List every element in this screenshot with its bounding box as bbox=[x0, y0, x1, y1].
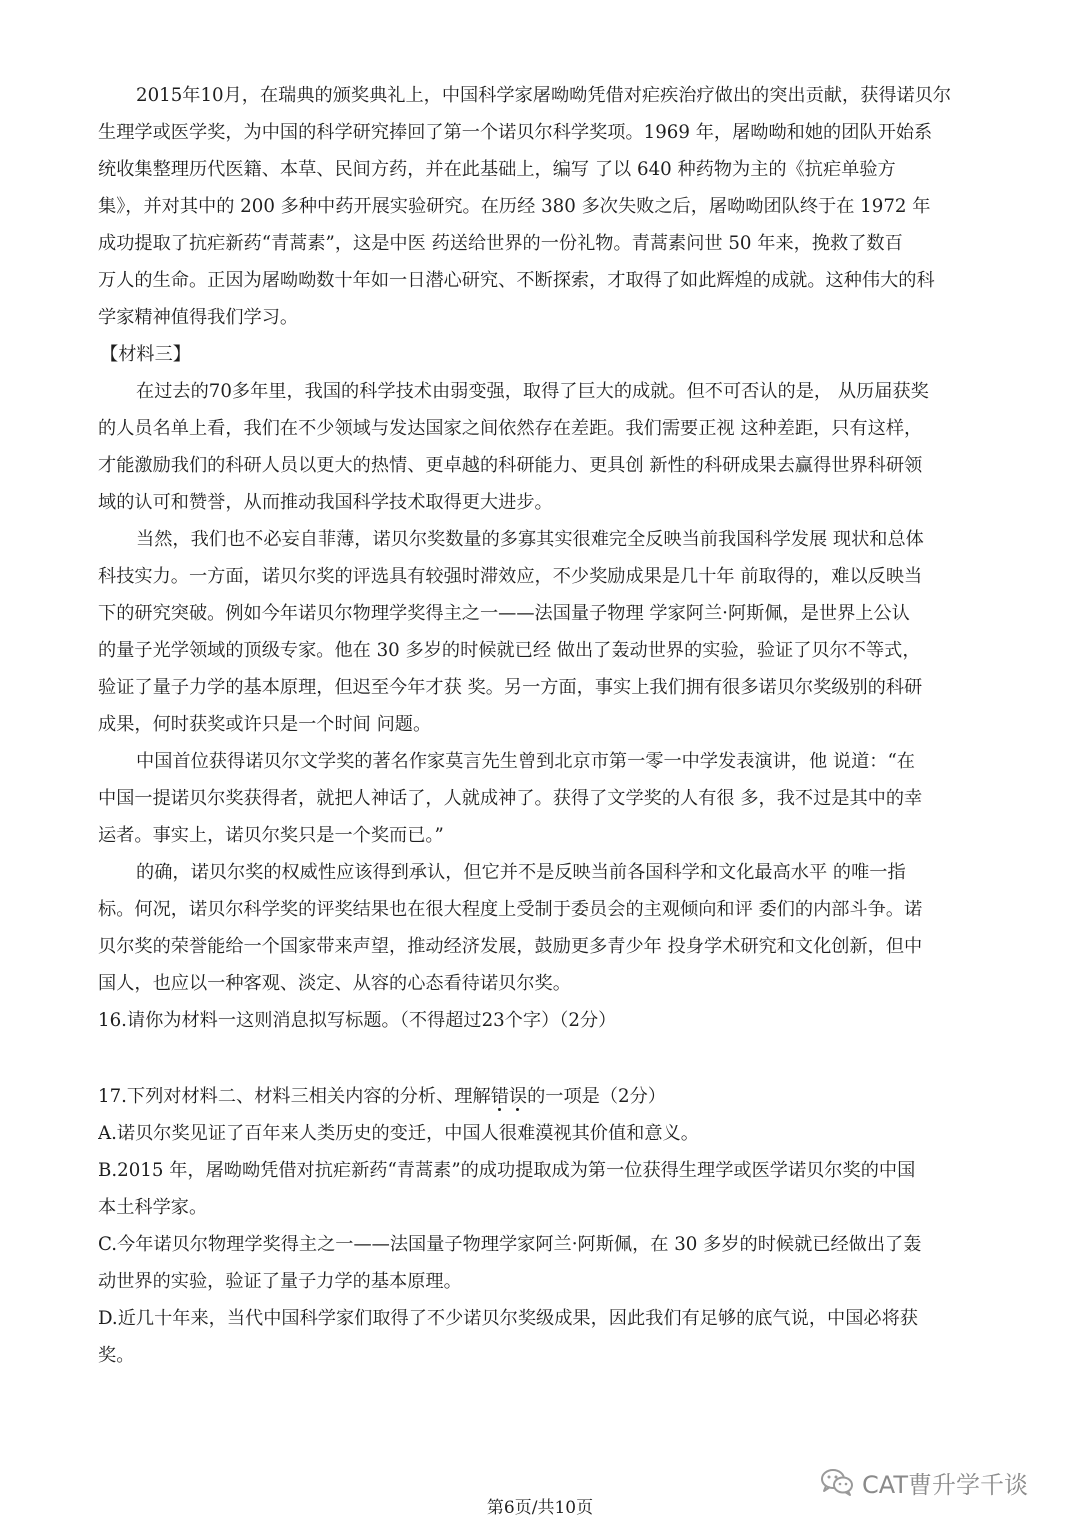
para5-line-4: 国人，也应以一种客观、淡定、从容的心态看待诺贝尔奖。 bbox=[98, 973, 571, 994]
para3-line-5: 验证了量子力学的基本原理，但迟至今年才获 奖。另一方面，事实上我们拥有很多诺贝尔奖级别的科研 bbox=[98, 677, 923, 698]
para3-line-4: 的量子光学领域的顶级专家。他在 30 多岁的时候就已经 做出了轰动世界的实验，验证了贝尔不等式， bbox=[98, 640, 921, 661]
watermark-text: CAT曹升学千谈 bbox=[862, 1470, 1028, 1499]
para1-line-6: 万人的生命。正因为屠呦呦数十年如一日潜心研究、不断探索，才取得了如此辉煌的成就。这种伟大的科 bbox=[98, 270, 935, 291]
para5-line-3: 贝尔奖的荣誉能给一个国家带来声望，推动经济发展，鼓励更多青少年 投身学术研究和文化创新，但中 bbox=[98, 936, 923, 957]
question-17-stem bbox=[98, 1078, 978, 1115]
para2-line-2: 的人员名单上看，我们在不少领域与发达国家之间依然存在差距。我们需要正视 这种差距，只有这样， bbox=[98, 418, 923, 439]
q17-stem-emphasis bbox=[491, 1086, 527, 1107]
q17-option-b-line-1: B.2015 年，屠呦呦凭借对抗疟新药“青蒿素”的成功提取成为第一位获得生理学或医学诺贝尔奖的中国 bbox=[98, 1160, 916, 1181]
para2-line-3: 才能激励我们的科研人员以更大的热情、更卓越的科研能力、更具创 新性的科研成果去赢得世界科研领 bbox=[98, 455, 923, 476]
para3-line-6: 成果，何时获奖或许只是一个时间 问题。 bbox=[98, 714, 432, 735]
q17-option-d-line-1: D.近几十年来，当代中国科学家们取得了不少诺贝尔奖级成果，因此我们有足够的底气说，中国必将获 bbox=[98, 1308, 918, 1329]
para5-line-1: 的确，诺贝尔奖的权威性应该得到承认，但它并不是反映当前各国科学和文化最高水平 的唯一指 bbox=[136, 862, 906, 883]
page-number: 第6页/共10页 bbox=[486, 1498, 594, 1518]
question-16: 16.请你为材料一这则消息拟写标题。（不得超过23个字）（2分） bbox=[98, 1010, 617, 1031]
q17-option-a: A.诺贝尔奖见证了百年来人类历史的变迁，中国人很难漠视其价值和意义。 bbox=[98, 1123, 699, 1144]
wechat-icon bbox=[820, 1467, 854, 1497]
q17-emphasis-char-1: 错 bbox=[490, 1086, 509, 1107]
para1-line-7: 学家精神值得我们学习。 bbox=[98, 307, 299, 328]
material3-heading: 【材料三】 bbox=[100, 344, 191, 365]
para2-line-4: 域的认可和赞誉，从而推动我国科学技术取得更大进步。 bbox=[98, 492, 553, 513]
q17-option-b-line-2: 本土科学家。 bbox=[98, 1197, 208, 1218]
para1-line-4: 集》，并对其中的 200 多种中药开展实验研究。在历经 380 多次失败之后，屠呦呦团队终于在 1972 年 bbox=[98, 196, 931, 217]
para2-line-1: 在过去的70多年里，我国的科学技术由弱变强，取得了巨大的成就。但不可否认的是， 从历届获奖 bbox=[136, 381, 929, 402]
q17-option-c-line-2: 动世界的实验，验证了量子力学的基本原理。 bbox=[98, 1271, 462, 1292]
para1-line-1: 2015年10月，在瑞典的颁奖典礼上，中国科学家屠呦呦凭借对疟疾治疗做出的突出贡献，获得诺贝尔 bbox=[136, 85, 952, 106]
para3-line-2: 科技实力。一方面，诺贝尔奖的评选具有较强时滞效应，不少奖励成果是几十年 前取得的，难以反映当 bbox=[98, 566, 923, 587]
q17-emphasis-char-2: 误 bbox=[508, 1086, 528, 1107]
q17-stem-before: 17.下列对材料二、材料三相关内容的分析、理解 bbox=[98, 1086, 491, 1107]
q17-option-c-line-1: C.今年诺贝尔物理学奖得主之一——法国量子物理学家阿兰·阿斯佩，在 30 多岁的时候就已经做出了轰 bbox=[98, 1234, 922, 1255]
para4-line-3: 运者。事实上，诺贝尔奖只是一个奖而已。” bbox=[98, 825, 444, 846]
para4-line-2: 中国一提诺贝尔奖获得者，就把人神话了，人就成神了。获得了文学奖的人有很 多，我不过是其中的幸 bbox=[98, 788, 923, 809]
para4-line-1: 中国首位获得诺贝尔文学奖的著名作家莫言先生曾到北京市第一零一中学发表演讲，他 说道：“在 bbox=[136, 751, 915, 772]
para1-line-5: 成功提取了抗疟新药“青蒿素”，这是中医 药送给世界的一份礼物。青蒿素问世 50 年来，挽救了数百 bbox=[98, 233, 903, 254]
q17-stem-after: 的一项是（2分） bbox=[527, 1086, 666, 1107]
para3-line-1: 当然，我们也不必妄自菲薄，诺贝尔奖数量的多寡其实很难完全反映当前我国科学发展 现状和总体 bbox=[136, 529, 924, 550]
q17-option-d-line-2: 奖。 bbox=[98, 1345, 135, 1366]
para1-line-3: 统收集整理历代医籍、本草、民间方药，并在此基础上，编写 了以 640 种药物为主的《抗疟单验方 bbox=[98, 159, 896, 180]
para3-line-3: 下的研究突破。例如今年诺贝尔物理学奖得主之一——法国量子物理 学家阿兰·阿斯佩，是世界上公认 bbox=[98, 603, 910, 624]
para5-line-2: 标。何况，诺贝尔科学奖的评奖结果也在很大程度上受制于委员会的主观倾向和评 委们的内部斗争。诺 bbox=[98, 899, 923, 920]
para1-line-2: 生理学或医学奖，为中国的科学研究捧回了第一个诺贝尔科学奖项。1969 年，屠呦呦和她的团队开始系 bbox=[98, 122, 933, 143]
